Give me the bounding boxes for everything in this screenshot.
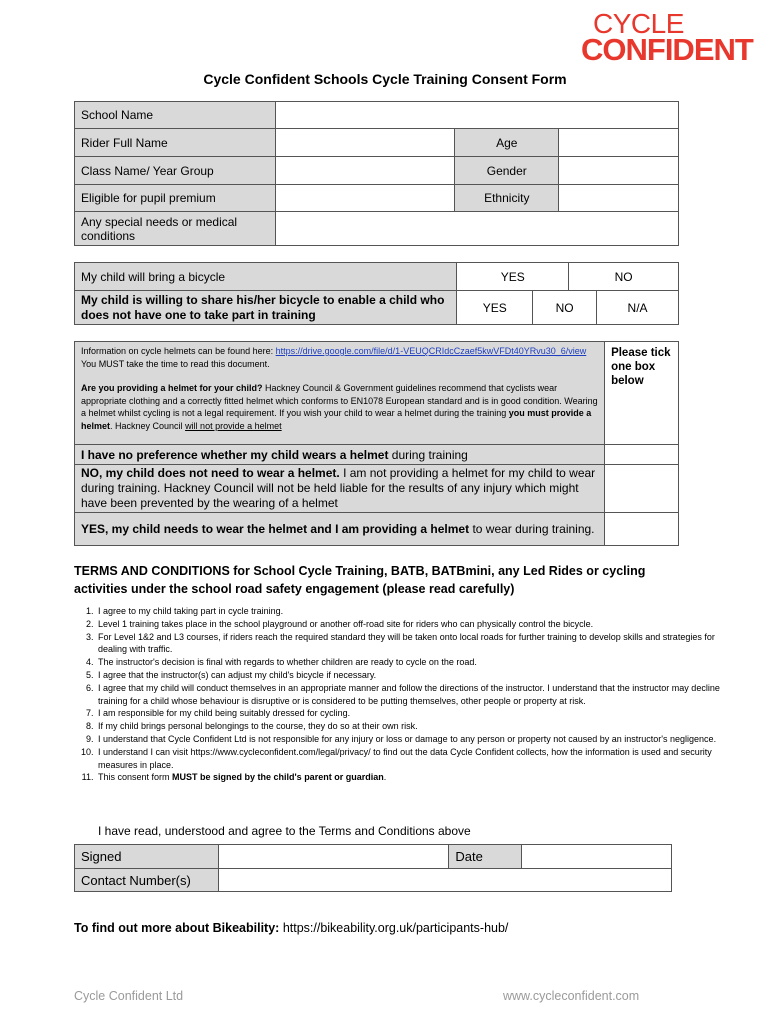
helmet-option-no bbox=[75, 465, 605, 513]
tick-note: Please tick one box below bbox=[605, 342, 679, 445]
logo-line-2: CONFIDENT bbox=[581, 32, 753, 67]
contact-label: Contact Number(s) bbox=[75, 869, 219, 892]
pupil-premium-label: Eligible for pupil premium bbox=[75, 185, 276, 212]
item11-bold: MUST be signed by the child's parent or guardian bbox=[172, 772, 384, 783]
page-title: Cycle Confident Schools Cycle Training Consent Form bbox=[203, 71, 567, 87]
share-na-option[interactable]: N/A bbox=[597, 291, 679, 325]
helmet-info-link[interactable]: https://drive.google.com/file/d/1-VEUQCRIdcCzaef5kwVFDt40YRvu30_6/view bbox=[275, 346, 587, 356]
helmet-option-yes bbox=[75, 513, 605, 546]
bicycle-table bbox=[74, 262, 679, 325]
terms-item: 2. Level 1 training takes place in the school playground or another off-road site for riders who can physically control the bicycle. bbox=[96, 618, 726, 631]
signed-label: Signed bbox=[75, 845, 219, 869]
opt3-bold: YES, my child needs to wear the helmet and I am providing a helmet bbox=[81, 521, 470, 536]
bikeability-link[interactable]: https://bikeability.org.uk/participants-hub/ bbox=[282, 921, 509, 935]
tick-box-yes[interactable] bbox=[605, 513, 679, 546]
age-field[interactable] bbox=[559, 129, 679, 157]
bikeability-info bbox=[74, 921, 508, 935]
helmet-provide-note: you must provide a helmet bbox=[81, 408, 592, 431]
helmet-table bbox=[74, 341, 679, 546]
helmet-not-provided: will not provide a helmet bbox=[185, 420, 282, 431]
helmet-option-no-preference bbox=[75, 445, 605, 465]
terms-item: 1. I agree to my child taking part in cycle training. bbox=[96, 605, 726, 618]
item11-prefix: This consent form bbox=[98, 772, 173, 783]
school-name-label: School Name bbox=[75, 102, 276, 129]
details-table bbox=[74, 101, 679, 246]
terms-heading: TERMS AND CONDITIONS for School Cycle Training, BATB, BATBmini, any Led Rides or cycling activities under the school road safety engagement (please read carefully) bbox=[74, 564, 646, 596]
footer-company: Cycle Confident Ltd bbox=[74, 989, 184, 1003]
opt2-text: I am not providing a helmet for my child to wear during training. Hackney Council will not be held liable for the results of any injury which might have been prevented by the wearing of a helmet bbox=[81, 466, 596, 510]
helmet-question-text: Hackney Council & Government guidelines recommend that cyclists wear appropriate clothing and a correctly fitted helmet which conforms to EN1078 European standard and is in good condition. Wearing a helmet whilst cycling is not a legal requirement. If you wish your child to wear a helmet during the training bbox=[81, 383, 598, 418]
item11-suffix: . bbox=[383, 772, 387, 783]
special-needs-label: Any special needs or medical conditions bbox=[75, 212, 276, 246]
terms-item: 7. I am responsible for my child being suitably dressed for cycling. bbox=[96, 707, 726, 720]
pupil-premium-field[interactable] bbox=[275, 185, 455, 212]
class-name-field[interactable] bbox=[275, 157, 455, 185]
helmet-council-text: . Hackney Council bbox=[110, 420, 186, 431]
terms-item: 5. I agree that the instructor(s) can adjust my child's bicycle if necessary. bbox=[96, 669, 726, 682]
footer-website[interactable]: www.cycleconfident.com bbox=[503, 989, 640, 1003]
bring-bicycle-label: My child will bring a bicycle bbox=[75, 263, 457, 291]
opt2-bold: NO, my child does not need to wear a helmet. bbox=[81, 466, 340, 480]
special-needs-field[interactable] bbox=[275, 212, 678, 246]
class-name-label: Class Name/ Year Group bbox=[75, 157, 276, 185]
terms-item: 6. I agree that my child will conduct themselves in an appropriate manner and follow the directions of the instructor. I understand that the instructor may decline training for a child whose behaviour is disruptive or is considered to be putting themselves, other people or property at risk. bbox=[96, 682, 726, 708]
helmet-info-suffix: You MUST take the time to read this document. bbox=[81, 358, 270, 369]
opt1-bold: I have no preference whether my child wears a helmet bbox=[81, 447, 389, 462]
logo-line-1: CYCLE bbox=[593, 8, 684, 39]
gender-label: Gender bbox=[455, 157, 559, 185]
signature-table bbox=[74, 844, 672, 892]
age-label: Age bbox=[455, 129, 559, 157]
terms-item: 8. If my child brings personal belongings to the course, they do so at their own risk. bbox=[96, 720, 726, 733]
bring-yes-option[interactable]: YES bbox=[457, 263, 569, 291]
date-field[interactable] bbox=[522, 845, 672, 869]
tick-box-no-preference[interactable] bbox=[605, 445, 679, 465]
bikeability-label: To find out more about Bikeability: bbox=[74, 921, 280, 935]
contact-field[interactable] bbox=[218, 869, 671, 892]
rider-name-label: Rider Full Name bbox=[75, 129, 276, 157]
rider-name-field[interactable] bbox=[275, 129, 455, 157]
terms-item: 3. For Level 1&2 and L3 courses, if riders reach the required standard they will be taken onto local roads for further training to develop skills and strategies for dealing with traffic. bbox=[96, 631, 726, 657]
terms-item: 10. I understand I can visit https://www.cycleconfident.com/legal/privacy/ to find out the data Cycle Confident collects, how the information is used and security measures in place. bbox=[96, 746, 726, 772]
terms-item: 4. The instructor's decision is final with regards to whether children are ready to cycle on the road. bbox=[96, 656, 726, 669]
share-bicycle-label: My child is willing to share his/her bicycle to enable a child who does not have one to take part in training bbox=[75, 291, 457, 325]
opt1-text: during training bbox=[388, 447, 468, 462]
ethnicity-label: Ethnicity bbox=[455, 185, 559, 212]
bring-no-option[interactable]: NO bbox=[569, 263, 679, 291]
terms-item: 9. I understand that Cycle Confident Ltd is not responsible for any injury or loss or damage to any person or property not caused by an instructor's negligence. bbox=[96, 733, 726, 746]
gender-field[interactable] bbox=[559, 157, 679, 185]
ethnicity-field[interactable] bbox=[559, 185, 679, 212]
helmet-info-prefix: Information on cycle helmets can be found here: bbox=[81, 346, 276, 356]
tick-box-no[interactable] bbox=[605, 465, 679, 513]
agree-statement: I have read, understood and agree to the Terms and Conditions above bbox=[98, 824, 471, 838]
terms-item-signature bbox=[96, 771, 726, 784]
helmet-info bbox=[75, 342, 605, 445]
share-yes-option[interactable]: YES bbox=[457, 291, 533, 325]
date-label: Date bbox=[449, 845, 522, 869]
helmet-question: Are you providing a helmet for your child? bbox=[81, 383, 263, 393]
school-name-field[interactable] bbox=[275, 102, 678, 129]
terms-list bbox=[70, 605, 726, 784]
signed-field[interactable] bbox=[218, 845, 449, 869]
opt3-text: to wear during training. bbox=[469, 521, 595, 536]
share-no-option[interactable]: NO bbox=[533, 291, 597, 325]
